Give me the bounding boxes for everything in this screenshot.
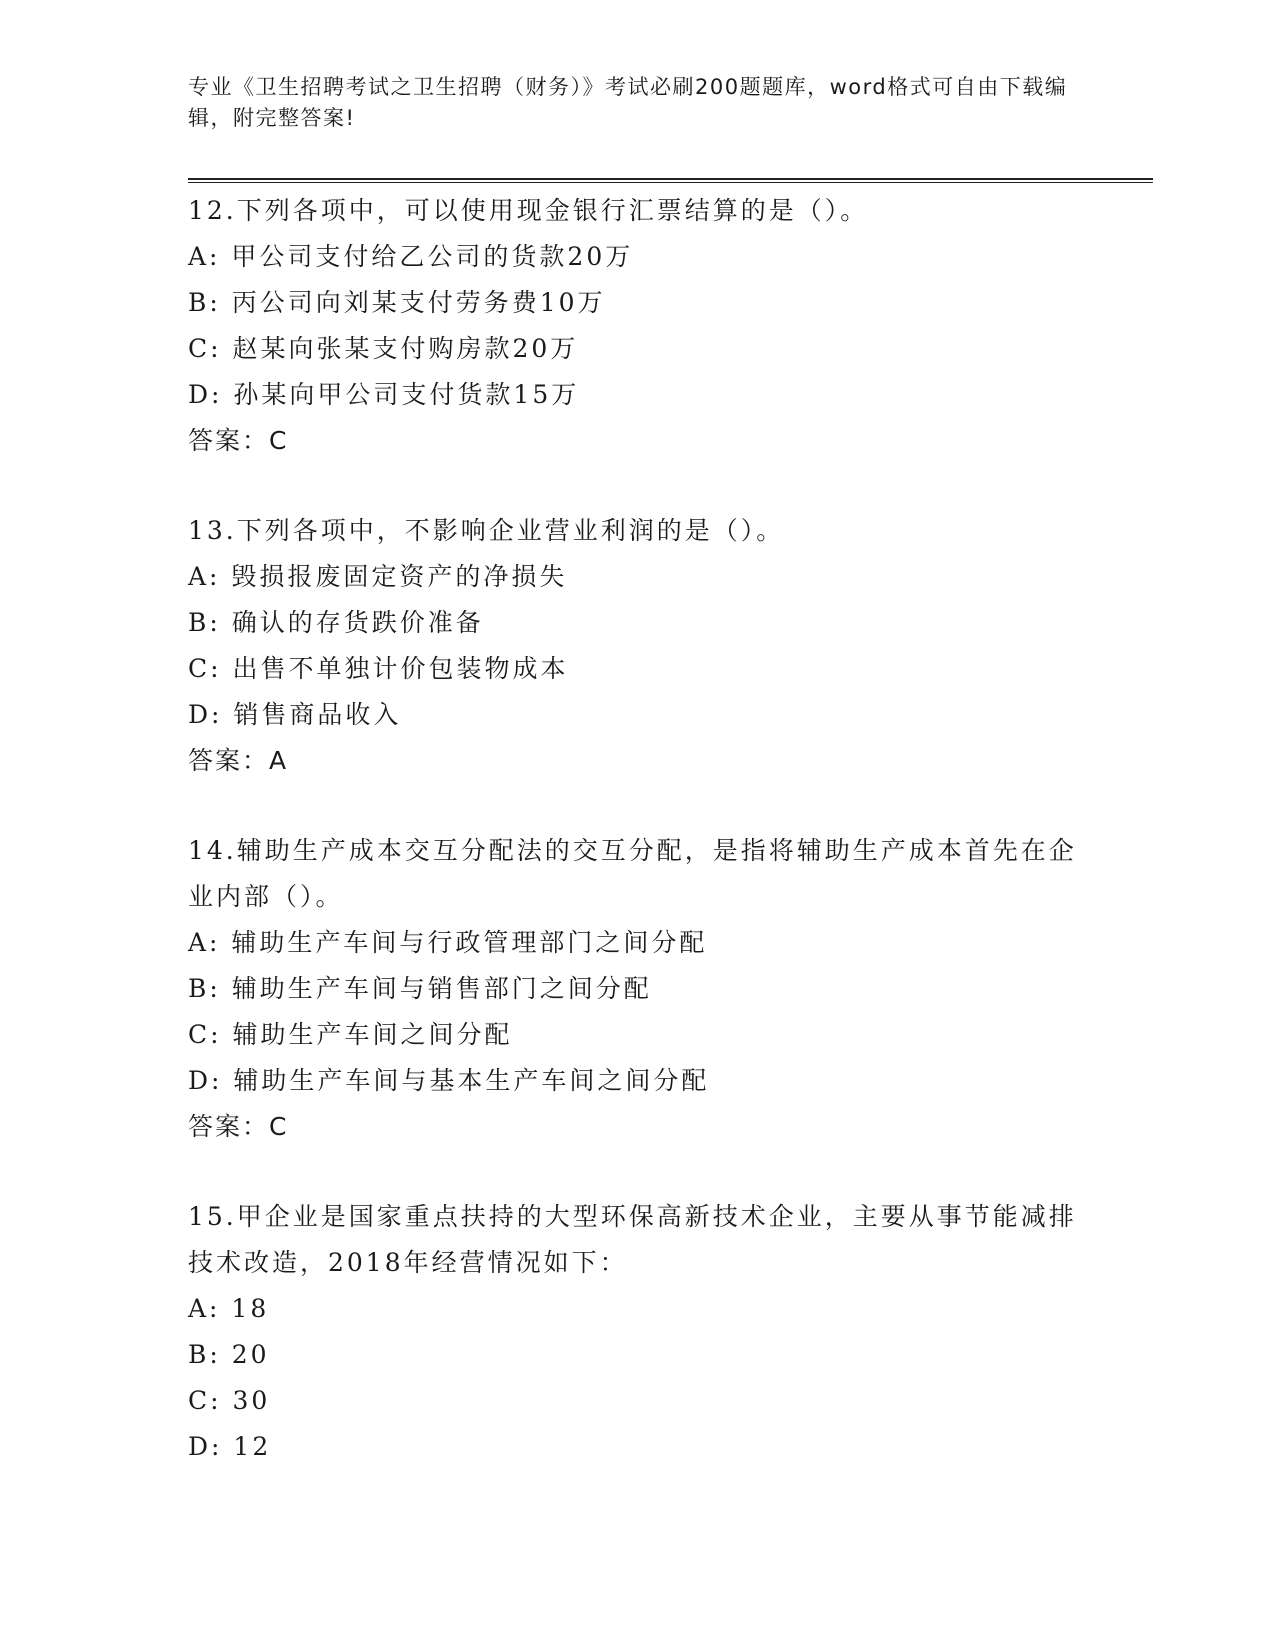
option-b: B: 确认的存货跌价准备 bbox=[188, 608, 484, 637]
question-list bbox=[188, 188, 1088, 1470]
answer-line: 答案：C bbox=[188, 1112, 289, 1141]
document-intro bbox=[188, 72, 1068, 134]
option-c: C: 赵某向张某支付购房款20万 bbox=[188, 334, 579, 363]
option-c: C: 出售不单独计价包装物成本 bbox=[188, 654, 569, 683]
header-divider bbox=[188, 178, 1153, 180]
option-c: C: 辅助生产车间之间分配 bbox=[188, 1020, 513, 1049]
option-b: B: 20 bbox=[188, 1340, 270, 1369]
option-a: A: 18 bbox=[188, 1294, 270, 1323]
option-a: A: 甲公司支付给乙公司的货款20万 bbox=[188, 242, 634, 271]
option-d: D: 辅助生产车间与基本生产车间之间分配 bbox=[188, 1066, 710, 1095]
option-c: C: 30 bbox=[188, 1386, 271, 1415]
header-divider-thin bbox=[188, 182, 1153, 183]
question-15 bbox=[188, 1194, 1088, 1470]
option-b: B: 辅助生产车间与销售部门之间分配 bbox=[188, 974, 652, 1003]
question-text: 12.下列各项中，可以使用现金银行汇票结算的是（）。 bbox=[188, 196, 869, 225]
intro-text: 专业《卫生招聘考试之卫生招聘（财务）》考试必刷200题题库，word格式可自由下载编辑，附完整答案! bbox=[188, 75, 1068, 130]
answer-line: 答案：C bbox=[188, 426, 289, 455]
option-d: D: 销售商品收入 bbox=[188, 700, 402, 729]
option-b: B: 丙公司向刘某支付劳务费10万 bbox=[188, 288, 606, 317]
option-a: A: 毁损报废固定资产的净损失 bbox=[188, 562, 568, 591]
question-13 bbox=[188, 508, 1088, 784]
question-text: 14.辅助生产成本交互分配法的交互分配，是指将辅助生产成本首先在企业内部（）。 bbox=[188, 836, 1077, 911]
question-text: 13.下列各项中，不影响企业营业利润的是（）。 bbox=[188, 516, 785, 545]
question-text: 15.甲企业是国家重点扶持的大型环保高新技术企业，主要从事节能减排技术改造，2018年经营情况如下： bbox=[188, 1202, 1077, 1277]
question-12 bbox=[188, 188, 1088, 464]
answer-line: 答案：A bbox=[188, 746, 289, 775]
question-14 bbox=[188, 828, 1088, 1150]
option-d: D: 12 bbox=[188, 1432, 272, 1461]
option-a: A: 辅助生产车间与行政管理部门之间分配 bbox=[188, 928, 708, 957]
option-d: D: 孙某向甲公司支付货款15万 bbox=[188, 380, 580, 409]
